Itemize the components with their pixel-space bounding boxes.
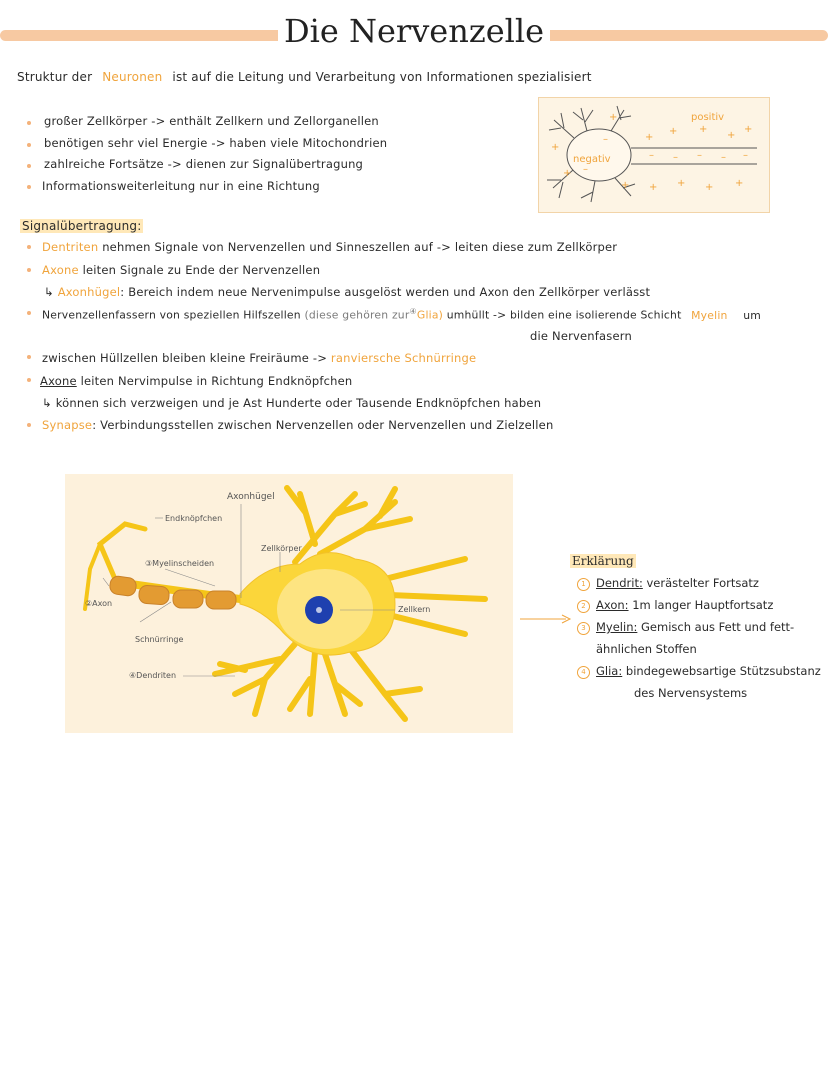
neuron-diagram	[65, 474, 513, 733]
myelin-sheath	[138, 585, 169, 605]
intro-text-2: ist auf die Leitung und Verarbeitung von Informationen spezialisiert	[172, 70, 592, 84]
sub-arrow: ↳	[44, 285, 54, 299]
minus-sign: –	[673, 152, 678, 163]
intro-text-1: Struktur der	[17, 70, 93, 84]
label-axonhuegel: Axonhügel	[227, 492, 275, 502]
bullet-dot	[27, 143, 31, 147]
myelin-text: Gemisch aus Fett und fett-	[641, 620, 795, 634]
number-circle: 4	[577, 666, 590, 679]
myelin-sheath	[109, 575, 137, 596]
dendrite-branch	[320, 489, 410, 554]
axon-terminal	[100, 524, 145, 579]
pointer-line	[140, 602, 171, 622]
bullet-item-1: großer Zellkörper -> enthält Zellkern und Zellorganellen	[44, 114, 379, 128]
minus-sign: –	[583, 164, 588, 175]
term-axon: Axon:	[596, 598, 629, 612]
bullet-dot	[27, 268, 31, 272]
myelin-sheath	[206, 591, 236, 609]
plus-sign: +	[645, 132, 654, 143]
term-dendriten: Dentriten	[42, 240, 99, 254]
label-myelinscheiden: ③Myelinscheiden	[145, 559, 215, 568]
label-axon: ②Axon	[85, 599, 113, 608]
nerv-um: um	[743, 308, 761, 322]
plus-sign: +	[551, 142, 560, 153]
explanation-item-3	[577, 620, 794, 635]
dendrit-text: verästelter Fortsatz	[646, 576, 759, 590]
bullet-item-2: benötigen sehr viel Energie -> haben viele Mitochondrien	[44, 136, 388, 150]
number-circle: 3	[577, 622, 590, 635]
synapse-text: : Verbindungsstellen zwischen Nervenzellen oder Nervenzellen und Zielzellen	[92, 418, 554, 432]
term-dendrit: Dendrit:	[596, 576, 643, 590]
explanation-item-1	[577, 576, 759, 591]
glia-continuation: des Nervensystems	[634, 686, 748, 700]
label-dendriten: ④Dendriten	[129, 671, 177, 680]
negative-label: negativ	[573, 154, 611, 165]
signal-zwischen-line	[42, 351, 476, 365]
term-glia-exp: Glia:	[596, 664, 623, 678]
nerv-text-1: Nervenzellenfassern von speziellen Hilfszellen	[42, 308, 301, 322]
nerv-line-2: die Nervenfasern	[530, 329, 632, 343]
plus-sign: +	[669, 126, 678, 137]
signal-axone2-line	[40, 374, 352, 388]
number-circle: 2	[577, 600, 590, 613]
plus-sign: +	[699, 124, 708, 135]
explanation-heading: Erklärung	[572, 554, 634, 568]
axonhuegel-text: : Bereich indem neue Nervenimpulse ausgelöst werden und Axon den Zellkörper verlässt	[120, 285, 651, 299]
signal-axonhuegel-line	[44, 285, 650, 299]
term-axone: Axone	[42, 263, 79, 277]
charge-diagram-drawing	[539, 98, 769, 212]
minus-sign: –	[603, 134, 608, 145]
charge-diagram	[538, 97, 770, 213]
bullet-dot	[27, 121, 31, 125]
pointer-line	[103, 578, 109, 586]
term-ranvier: ranviersche Schnürringe	[330, 351, 477, 365]
dendrite-branch	[345, 642, 420, 719]
zwischen-text: zwischen Hüllzellen bleiben kleine Freiräume ->	[42, 351, 328, 365]
bullet-dot	[27, 378, 31, 382]
glia-marker: ④	[409, 307, 417, 316]
plus-sign: +	[727, 130, 736, 141]
explanation-item-4	[577, 664, 821, 679]
glia-text: bindegewebsartige Stützsubstanz	[625, 664, 821, 678]
label-endknoepfchen: Endknöpfchen	[165, 514, 223, 523]
intro-line	[17, 70, 592, 84]
dendrite-branch	[290, 652, 360, 714]
signal-axone-line	[42, 263, 320, 277]
explanation-item-2	[577, 598, 773, 613]
minus-sign: –	[721, 152, 726, 163]
plus-sign: +	[677, 178, 686, 189]
positive-label: positiv	[691, 112, 725, 123]
bullet-item-3: zahlreiche Fortsätze -> dienen zur Signalübertragung	[44, 157, 364, 171]
axon-text: 1m langer Hauptfortsatz	[632, 598, 774, 612]
minus-sign: –	[649, 150, 654, 161]
minus-sign: –	[697, 150, 702, 161]
nerv-text-2: umhüllt -> bilden eine isolierende Schicht	[446, 308, 682, 322]
label-zellkoerper: Zellkörper	[261, 544, 302, 553]
plus-sign: +	[735, 178, 744, 189]
bullet-dot	[27, 311, 31, 315]
bullet-dot	[27, 185, 31, 189]
myelin-continuation: ähnlichen Stoffen	[596, 642, 697, 656]
plus-sign: +	[705, 182, 714, 193]
pointer-line	[165, 569, 215, 586]
plus-sign: +	[744, 124, 753, 135]
term-axonhuegel: Axonhügel	[57, 285, 121, 299]
neuron-drawing	[65, 474, 513, 733]
myelin-sheath	[173, 590, 203, 608]
arrow-to-explanation	[518, 612, 574, 626]
axone-text: leiten Signale zu Ende der Nervenzellen	[82, 263, 321, 277]
plus-sign: +	[609, 112, 618, 123]
verzweigen-text: können sich verzweigen und je Ast Hunderte oder Tausende Endknöpfchen haben	[55, 396, 542, 410]
dendrite-branch	[215, 644, 295, 714]
signal-dendriten-line	[42, 240, 617, 254]
intro-highlight-neuronen: Neuronen	[102, 70, 163, 84]
nucleolus	[316, 607, 322, 613]
plus-sign: +	[621, 180, 630, 191]
sub-arrow: ↳	[42, 396, 52, 410]
bullet-item-4: Informationsweiterleitung nur in eine Richtung	[42, 179, 320, 193]
term-myelin-exp: Myelin:	[596, 620, 638, 634]
term-myelin: Myelin	[691, 308, 728, 322]
term-glia: Glia)	[416, 308, 444, 322]
term-synapse: Synapse	[42, 418, 93, 432]
dendrite-branch	[549, 113, 574, 138]
signal-heading: Signalübertragung:	[22, 219, 142, 233]
label-zellkern: Zellkern	[398, 605, 431, 614]
bullet-dot	[27, 423, 31, 427]
minus-sign: –	[743, 150, 748, 161]
plus-sign: +	[649, 182, 658, 193]
dendrite-branch	[581, 181, 595, 202]
bullet-dot	[27, 164, 31, 168]
dendrite-branch	[573, 108, 593, 131]
bullet-dot	[27, 355, 31, 359]
term-axone-2: Axone	[40, 374, 77, 388]
signal-verzweigen-line	[42, 396, 541, 410]
bullet-dot	[27, 245, 31, 249]
signal-nervenfasern-line	[42, 307, 761, 322]
label-schnuerringe: Schnürringe	[135, 635, 184, 644]
number-circle: 1	[577, 578, 590, 591]
dendriten-text: nehmen Signale von Nervenzellen und Sinneszellen auf -> leiten diese zum Zellkörper	[102, 240, 618, 254]
page-title: Die Nervenzelle	[0, 12, 828, 50]
nerv-gray-text: (diese gehören zur	[304, 308, 410, 322]
axone2-text: leiten Nervimpulse in Richtung Endknöpfchen	[80, 374, 353, 388]
plus-sign: +	[563, 168, 572, 179]
signal-synapse-line	[42, 418, 553, 432]
